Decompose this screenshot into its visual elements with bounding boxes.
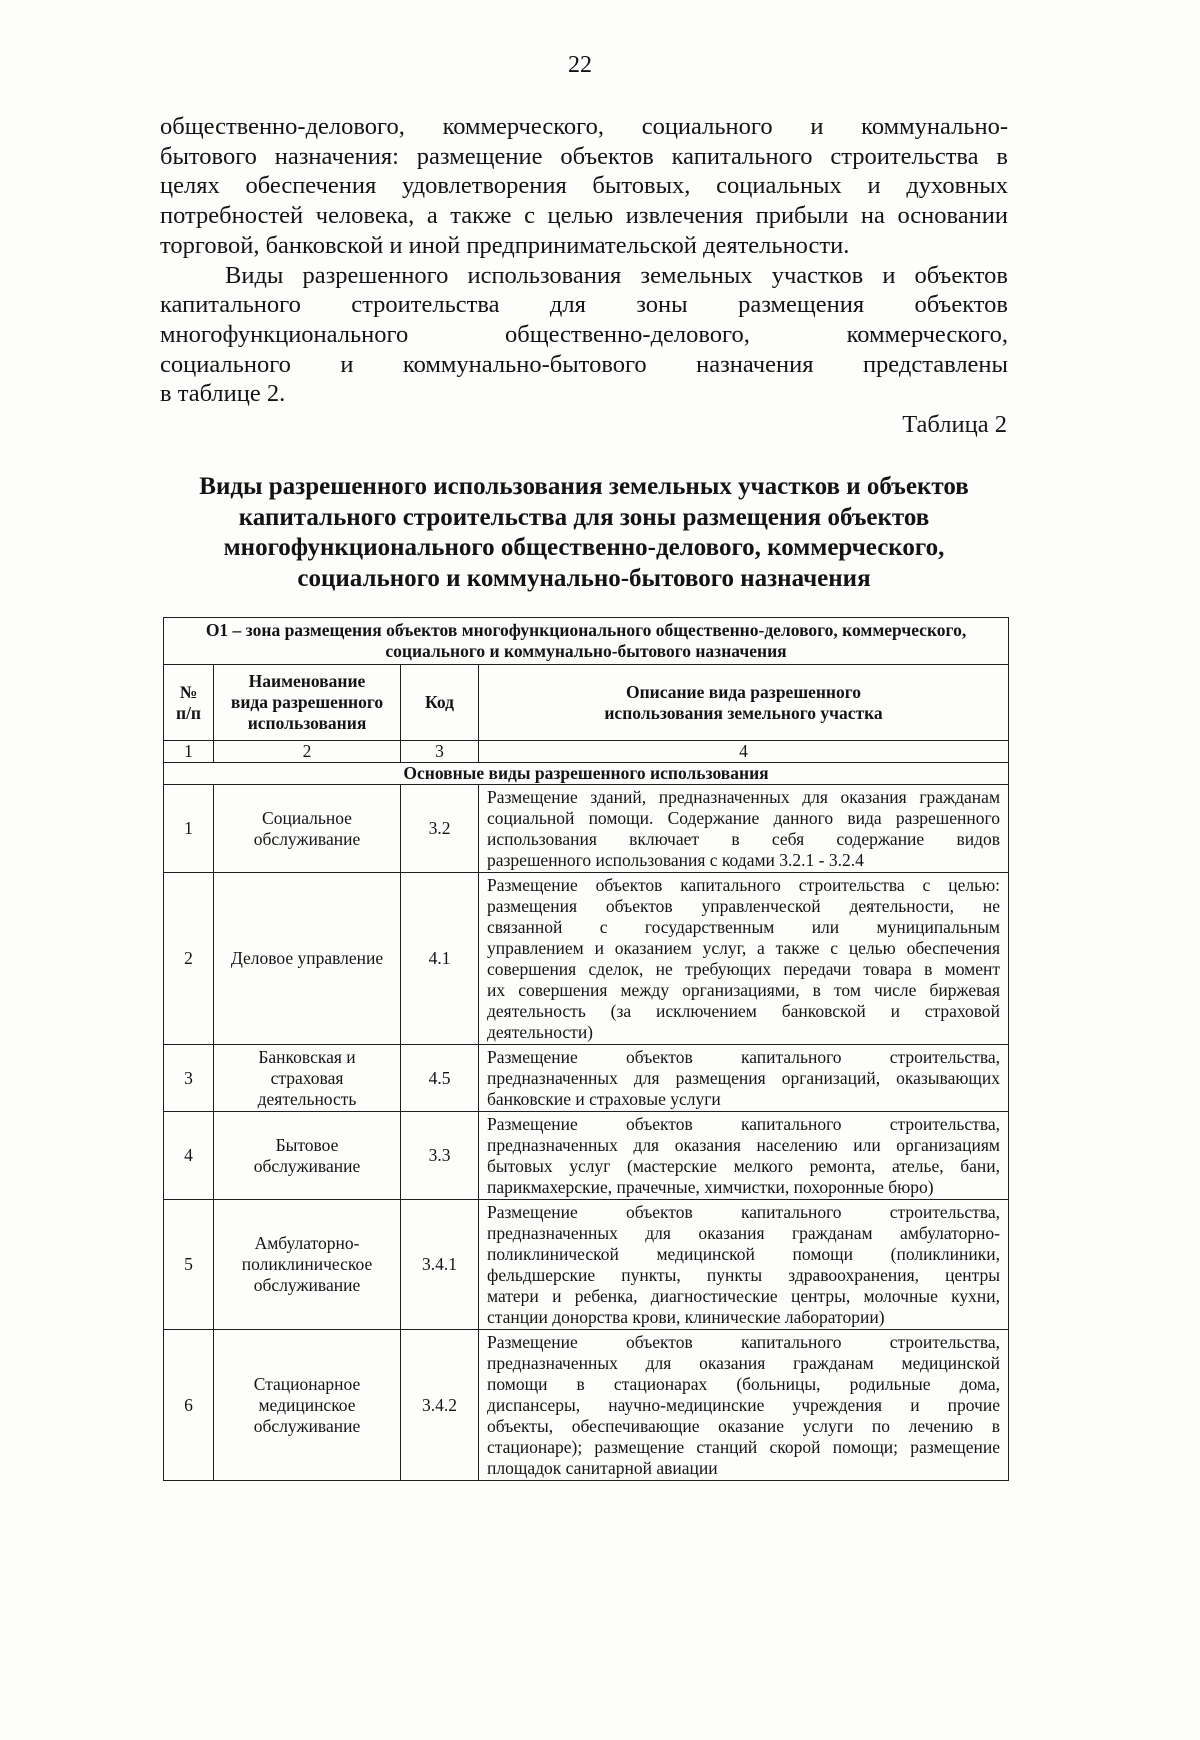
use-code-cell: 4.1: [401, 873, 479, 1045]
description-line: бытовых услуг (мастерские мелкого ремонта, ателье, бани,: [487, 1156, 1001, 1176]
description-line: площадок санитарной авиации: [487, 1458, 718, 1478]
row-number-cell: 1: [164, 785, 214, 873]
use-name-line: деятельность: [257, 1088, 357, 1109]
paragraph-line: целях обеспечения удовлетворения бытовых, социальных и духовных: [160, 172, 1008, 200]
column-header-line: использования земельного участка: [604, 702, 883, 723]
paragraph-line: торговой, банковской и иной предпринимательской деятельности.: [160, 231, 850, 259]
description-line: их совершения между организациями, в том числе биржевая: [487, 980, 1001, 1000]
table-row: [164, 1045, 1009, 1112]
use-name-line: страховая: [270, 1067, 344, 1088]
use-name-line: Бытовое: [275, 1134, 339, 1155]
use-description-cell: [479, 873, 1009, 1045]
use-name-line: обслуживание: [253, 1155, 361, 1176]
use-code-cell: 4.5: [401, 1045, 479, 1112]
use-name-line: Стационарное: [253, 1373, 361, 1394]
use-name-cell: [214, 1112, 401, 1200]
paragraph-line: социального и коммунально-бытового назначения представлены: [160, 350, 1008, 378]
row-number-cell: 4: [164, 1112, 214, 1200]
use-name-cell: [214, 1045, 401, 1112]
use-name-cell: [214, 873, 401, 1045]
description-line: Размещение объектов капитального строительства,: [487, 1114, 1001, 1134]
column-header-code: [401, 665, 479, 741]
description-line: разрешенного использования с кодами 3.2.1 - 3.2.4: [487, 850, 864, 870]
description-line: Размещение объектов капитального строительства,: [487, 1332, 1001, 1352]
column-header-line: №: [179, 681, 198, 702]
use-code-cell: 3.4.2: [401, 1330, 479, 1481]
paragraph-line: в таблице 2.: [160, 380, 286, 408]
description-line: парикмахерские, прачечные, химчистки, похоронные бюро): [487, 1177, 934, 1197]
description-line: стационаре); размещение станций скорой помощи; размещение: [487, 1437, 1001, 1457]
use-name-line: обслуживание: [253, 828, 361, 849]
description-line: фельдшерские пункты, пункты здравоохранения, центры: [487, 1265, 1001, 1285]
row-number-cell: 3: [164, 1045, 214, 1112]
use-name-line: Деловое управление: [230, 948, 384, 968]
column-header-line: Описание вида разрешенного: [625, 681, 862, 702]
use-name-line: Социальное: [262, 807, 352, 828]
table-row: [164, 1330, 1009, 1481]
paragraph-line: потребностей человека, а также с целью извлечения прибыли на основании: [160, 202, 1008, 230]
paragraph-line: бытового назначения: размещение объектов капитального строительства в: [160, 142, 1008, 170]
paragraph: [160, 261, 1008, 410]
table-row: [164, 785, 1009, 873]
column-number: 4: [479, 741, 1009, 763]
use-description-cell: [479, 785, 1009, 873]
page-number: 22: [568, 52, 592, 78]
description-line: банковские и страховые услуги: [487, 1089, 721, 1109]
title-line: многофункционального общественно-делового, коммерческого,: [223, 534, 945, 561]
table-row: [164, 873, 1009, 1045]
column-header-line: п/п: [175, 702, 202, 723]
description-line: предназначенных для оказания населению или организациям: [487, 1135, 1001, 1155]
use-name-line: обслуживание: [253, 1275, 361, 1295]
description-line: предназначенных для оказания гражданам амбулаторно-: [487, 1223, 1001, 1243]
use-description-cell: [479, 1112, 1009, 1200]
zone-header-line: социального и коммунально-бытового назначения: [385, 641, 787, 661]
description-line: деятельности): [487, 1022, 594, 1042]
description-line: поликлинической медицинской помощи (поликлиники,: [487, 1244, 1001, 1264]
title-line: социального и коммунально-бытового назначения: [297, 564, 871, 592]
description-line: предназначенных для размещения организаций, оказывающих: [487, 1068, 1001, 1088]
description-line: матери и ребенка, диагностические центры, молочные кухни,: [487, 1286, 1001, 1306]
body-text: [160, 112, 1008, 409]
use-name-line: обслуживание: [253, 1415, 361, 1436]
use-name-line: медицинское: [258, 1394, 356, 1415]
zone-header-row: [164, 618, 1009, 665]
zone-header-cell: [164, 618, 1009, 665]
column-header-line: вида разрешенного: [230, 692, 384, 712]
use-name-line: поликлиническое: [241, 1254, 373, 1274]
column-header-name: [214, 665, 401, 741]
table-row: [164, 1112, 1009, 1200]
use-name-cell: [214, 785, 401, 873]
column-number: 1: [164, 741, 214, 763]
description-line: Размещение зданий, предназначенных для оказания гражданам: [487, 787, 1001, 807]
description-line: социальной помощи. Содержание данного вида разрешенного: [487, 808, 1001, 828]
paragraph-line: многофункционального общественно-делового, коммерческого,: [160, 320, 1008, 348]
zone-header-line: О1 – зона размещения объектов многофункционального общественно-делового, коммерческого,: [205, 620, 967, 640]
paragraph-line: Виды разрешенного использования земельных участков и объектов: [225, 261, 1008, 289]
description-line: Размещение объектов капитального строительства,: [487, 1202, 1001, 1222]
description-line: Размещение объектов капитального строительства,: [487, 1047, 1001, 1067]
use-name-cell: [214, 1200, 401, 1330]
paragraph: [160, 112, 1008, 261]
description-line: объекты, обеспечивающие оказание услуги по лечению в: [487, 1416, 1001, 1436]
column-header-line: Код: [425, 692, 454, 712]
use-code-cell: 3.2: [401, 785, 479, 873]
table-row: [164, 1200, 1009, 1330]
description-line: деятельность (за исключением банковской и страховой: [487, 1001, 1001, 1021]
use-description-cell: [479, 1200, 1009, 1330]
description-line: управлением и оказанием услуг, а также с целью обеспечения: [487, 938, 1001, 958]
zoning-table: [163, 617, 1009, 1481]
column-header-description: [479, 665, 1009, 741]
column-header-line: Наименование: [248, 671, 366, 691]
column-header-row: [164, 665, 1009, 741]
row-number-cell: 2: [164, 873, 214, 1045]
description-line: Размещение объектов капитального строительства с целью:: [487, 875, 1001, 895]
use-name-line: Амбулаторно-: [254, 1233, 360, 1253]
use-code-cell: 3.3: [401, 1112, 479, 1200]
table-title: [160, 472, 1008, 594]
use-name-line: Банковская и: [258, 1046, 356, 1067]
column-number-row: [164, 741, 1009, 763]
use-description-cell: [479, 1045, 1009, 1112]
column-number: 3: [401, 741, 479, 763]
column-header-line: использования: [247, 713, 367, 733]
paragraph-line: общественно-делового, коммерческого, социального и коммунально-: [160, 113, 1008, 140]
column-number: 2: [214, 741, 401, 763]
title-line: капитального строительства для зоны размещения объектов: [238, 503, 930, 531]
use-code-cell: 3.4.1: [401, 1200, 479, 1330]
description-line: совершения сделок, не требующих передачи товара в момент: [487, 959, 1001, 979]
title-line: Виды разрешенного использования земельных участков и объектов: [199, 473, 969, 500]
description-line: помощи в стационарах (больницы, родильные дома,: [487, 1374, 1001, 1394]
row-number-cell: 5: [164, 1200, 214, 1330]
description-line: диспансеры, научно-медицинские учреждения и прочие: [487, 1395, 1001, 1415]
use-description-cell: [479, 1330, 1009, 1481]
section-label: Основные виды разрешенного использования: [164, 763, 1009, 785]
use-name-cell: [214, 1330, 401, 1481]
description-line: связанной с государственным или муниципальным: [487, 917, 1001, 937]
row-number-cell: 6: [164, 1330, 214, 1481]
column-header-number: [164, 665, 214, 741]
description-line: размещения объектов управленческой деятельности, не: [487, 896, 1001, 916]
section-row: [164, 763, 1009, 785]
description-line: станции донорства крови, клинические лаборатории): [487, 1307, 885, 1327]
description-line: предназначенных для оказания гражданам медицинской: [487, 1353, 1001, 1373]
table-label: Таблица 2: [902, 411, 1007, 438]
paragraph-line: капитального строительства для зоны размещения объектов: [160, 291, 1008, 319]
description-line: использования включает в себя содержание видов: [487, 829, 1001, 849]
